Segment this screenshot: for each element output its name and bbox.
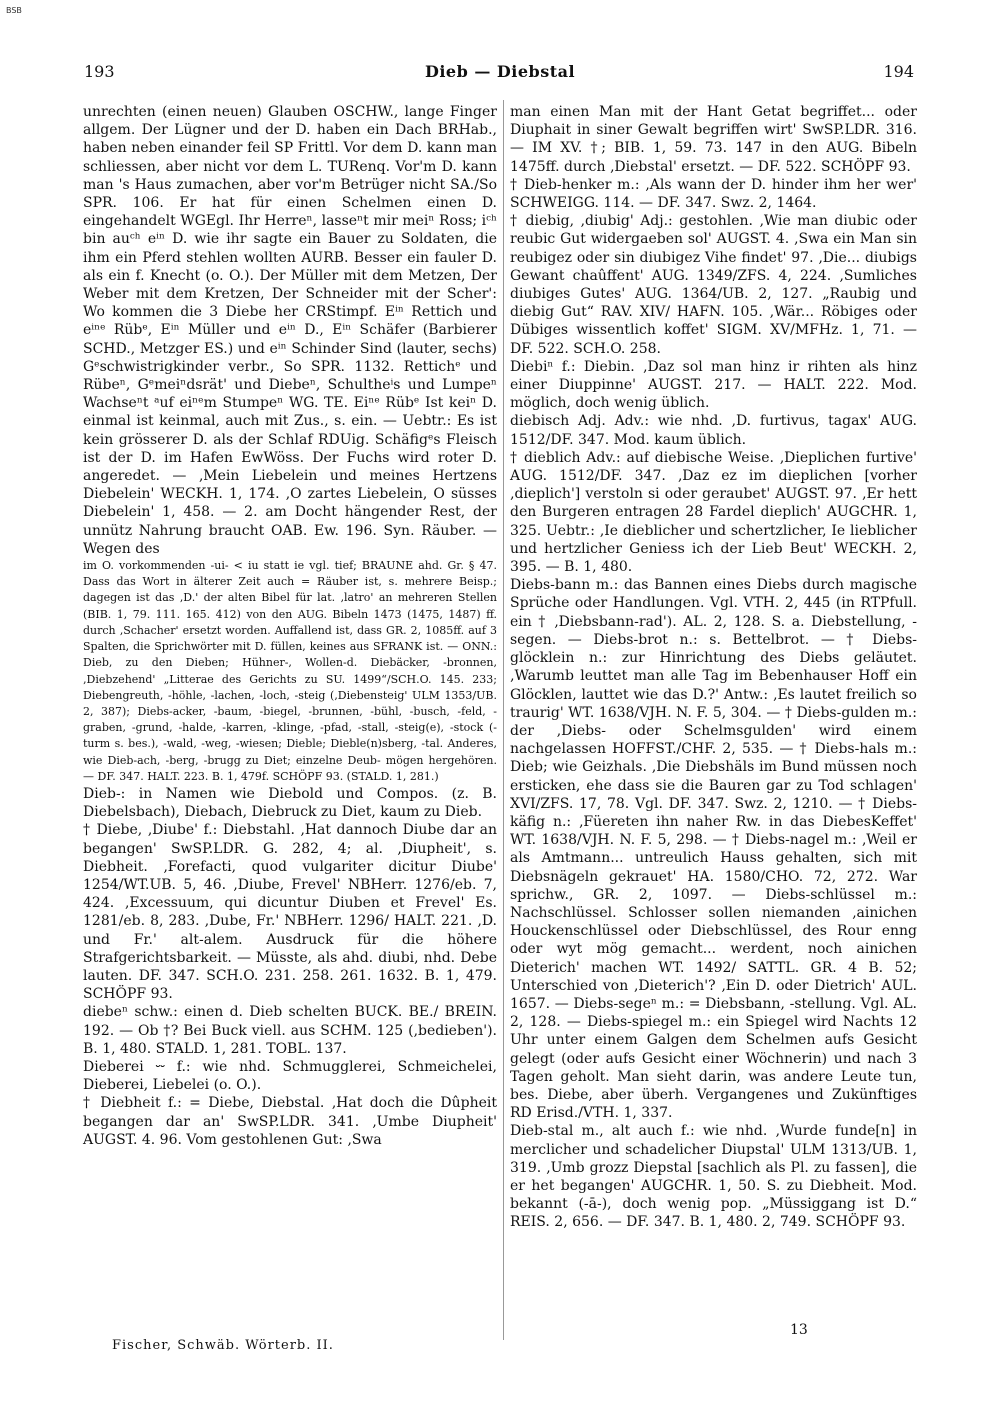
entry-paragraph: † diebig, ‚diubig' Adj.: gestohlen. ‚Wie man diubic oder reubic Gut widergaeben sol' AUGST. 4. ‚Swa ein Man sin reubigez oder sin diubigez Vihe findet' 97. ‚Die... diubigs Gewant chaûffent' AUG. 1349/ZFS. 4, 224. ‚Sumliches diubiges Gutes' AUG. 1364/UB. 2, 127. „Raubig und diebig Gut“ RAV. XIV/ HAFN. 105. ‚Wär... Röbiges oder Dübiges wissentlich koffet' SIGM. XV/MFHz. 1, 71. — DF. 522. SCH.O. 258. — [510, 213, 917, 357]
entry-paragraph: diebeⁿ schw.: einen d. Dieb schelten BUCK. BE./ BREIN. 192. — Ob †? Bei Buck viell. aus SCHM. 125 (‚bedieben'). B. 1, 480. STALD. 1, 281. TOBL. 137. — [83, 1004, 497, 1057]
entry-paragraph: † dieblich Adv.: auf diebische Weise. ‚Dieplichen furtive' AUG. 1512/DF. 347. ‚Daz ez im dieplichen [vorher ‚dieplich'] verstoln si oder geraubet' AUGST. 97. ‚Er hett den Burgeren entragen 28 Fardel dieplich' AUGCHR. 1, 325. Uebtr.: ‚Ie dieblicher und schertzlicher, Ie lieblicher und hertzlicher Geniess ich der Lieb Beut' WECKH. 2, 395. — B. 1, 480. — [510, 449, 917, 576]
entry-paragraph: † Diebheit f.: = Diebe, Diebstal. ‚Hat doch die Dûpheit begangen dar an' SwSP.LDR. 341. ‚Umbe Diupheit' AUGST. 4. 96. Vom gestohlenen Gut: ‚Swa — [83, 1095, 497, 1148]
right-column — [510, 103, 917, 1232]
entry-note: im O. vorkommenden -ui- < iu statt ie vgl. tief; BRAUNE ahd. Gr. § 47. Dass das Wort in älterer Zeit auch = Räuber ist, s. mehrere Beisp.; dagegen ist das ‚D.' der alten Bibel für lat. ‚latro' an mehreren Stellen (BIB. 1, 79. 111. 165. 412) von den AUG. Bibeln 1473 (1475, 1487) ff. durch ‚Schacher' ersetzt worden. Auffallend ist, dass GR. 2, 1085ff. auf 3 Spalten, die Sprichwörter mit D. füllen, keines aus SFRANK ist. — ONN.: Dieb, zu den Dieben; Hühner-, Wollen-d. Diebäcker, -bronnen, ‚Diebzehend' „Litterae des Gerichts zu SU. 1499“/SCH.O. 145. 233; Diebengreuth, -höhle, -lachen, -loch, -steig (‚Diebensteig' ULM 1353/UB. 2, 387); Diebs-acker, -baum, -biegel, -brunnen, -bühl, -busch, -feld, -graben, -grund, -halde, -karren, -klinge, -pfad, -stall, -steig(e), -stock (-turm s. bes.), -wald, -weg, -wiesen; Dieble; Dieble(n)sberg, -tal. Anderes, wie Dieb-ach, -berg, -brugg zu Diet; einzelne Deub- mögen hergehören. — DF. 347. HALT. 223. B. 1, 479f. SCHÖPF 93. (STALD. 1, 281.) — [83, 559, 497, 783]
left-column — [83, 103, 497, 1149]
entry-paragraph: † Dieb-henker m.: ‚Als wann der D. hinder ihm her wer' SCHWEIGG. 114. — DF. 347. Swz. 2, 1464. — [510, 176, 917, 212]
entry-paragraph: man einen Man mit der Hant Getat begriffet... oder Diuphait in siner Gewalt begriffen wirt' SwSP.LDR. 316. — IM XV. †; BIB. 1, 59. 73. 147 in den AUG. Bibeln 1475ff. durch ‚Diebstal' ersetzt. — DF. 522. SCHÖPF 93. — [510, 104, 917, 175]
left-page-number: 193 — [84, 62, 115, 81]
entry-paragraph: Dieberei ⏑⏑ f.: wie nhd. Schmugglerei, Schmeichelei, Dieberei, Liebelei (o. O.). — [83, 1058, 497, 1094]
entry-paragraph: diebisch Adj. Adv.: wie nhd. ‚D. furtivus, tagax' AUG. 1512/DF. 347. Mod. kaum üblich. — [510, 413, 917, 448]
entry-paragraph: Diebs-bann m.: das Bannen eines Diebs durch magische Sprüche oder Handlungen. Vgl. VTH. 2, 445 (in RTPfull. ein † ‚Diebsbann-rad'). AL. 2, 128. S. a. Diebstellung, -segen. — Diebs-brot n.: s. Bettelbrot. — † Diebs-glöcklein n.: zur Hinrichtung des Diebs geläutet. ‚Warumb leuttet man alle Tag im Bebenhauser Hoff ein Glöcklen, lauttet wie das D.?' Antw.: ‚Es lautet freilich so traurig' WT. 1638/VJH. N. F. 5, 304. — † Diebs-gulden m.: der ‚Diebs- oder Schelmsgulden' wird einem nachgelassen HOFFST./CHF. 2, 535. — † Diebs-hals m.: Dieb; wie Geizhals. ‚Die Diebshäls im Bund müssen noch ersticken, ehe dass sie die Bauren gar zu Tod schlagen' XVI/ZFS. 17, 78. Vgl. DF. 347. Swz. 2, 1210. — † Diebs-käfig n.: ‚Füereten ihn naher Rw. in das DiebesKeffet' WT. 1638/VJH. N. F. 5, 298. — † Diebs-nagel m.: ‚Weil er als Amtmann... untreulich Hauss gehalten, sich mit Diebsnägeln gekrauet' HA. 1580/CHO. 72, 272. War sprichw., GR. 2, 1097. — Diebs-schlüssel m.: Nachschlüssel. Schlosser sollen niemanden ‚ainichen Houckenschlüssel oder Diebschlüssel, des Rour enng oder wyt mög gemacht... werdent, noch ainichen Dieterich' machen WT. 1492/ SATTL. GR. 4 B. 52; Unterschied von ‚Dieterich'? ‚Ein D. oder Dietrich' AUL. 1657. — Diebs-segeⁿ m.: = Diebsbann, -stellung. Vgl. AL. 2, 128. — Diebs-spiegel m.: ein Spiegel wird Nachts 12 Uhr unter einem Galgen dem Schelmen aufs Gesicht gelegt (oder aufs Gesicht einer Wöchnerin) und nach 3 Tagen geholt. Man sieht darin, was andere Leute tun, bes. Diebe, aber überh. Vergangenes und Zukünftiges RD Erisd./VTH. 1, 337. — [510, 577, 917, 1122]
entry-paragraph: Dieb-stal m., alt auch f.: wie nhd. ‚Wurde funde[n] in merclicher und schadelicher Diupstal' ULM 1313/UB. 1, 319. ‚Umb grozz Diepstal [sachlich als Pl. zu fassen], die er het begangen' AUGCHR. 1, 50. S. zu Diebheit. Mod. bekannt (-ā-), doch wenig pop. „Müssiggang ist D.“ REIS. 2, 656. — DF. 347. B. 1, 480. 2, 749. SCHÖPF 93. — [510, 1123, 917, 1231]
running-title: Dieb — Diebstal — [424, 62, 576, 81]
right-page-number: 194 — [883, 62, 914, 81]
entry-paragraph: Dieb-: in Namen wie Diebold und Compos. (z. B. Diebelsbach), Diebach, Diebruck zu Diet, kaum zu Dieb. — [83, 785, 497, 821]
entry-paragraph: unrechten (einen neuen) Glauben OSCHW., lange Finger allgem. Der Lügner und der D. haben ein Dach BRHab., haben neben einander feil SP Frittl. Vor dem D. kann man schliessen, aber nicht vor dem L. TURenq. Vor'm D. kann man 's Haus zumachen, aber vor'm Betrüger nicht SA./So SPR. 106. Er hat für einen Schelmen einen D. eingehandelt WGEgl. Ihr Herreⁿ, lasseⁿt mir meiⁿ Ross; iᶜʰ bin auᶜʰ eⁱⁿ D. wie ihr sagte ein Bauer zu Soldaten, die ihm ein Pferd stehlen wollten AURB. Besser ein fauler D. als ein f. Knecht (o. O.). Der Müller mit dem Metzen, Der Weber mit dem Kretzen, Der Schneider mit der Scher': Wo kommen die 3 Diebe her CRStimpf. Eⁱⁿ Rettich und eⁱⁿᵉ Rübᵉ, Eⁱⁿ Müller und eⁱⁿ D., Eⁱⁿ Schäfer (Barbierer SCHD., Metzger ES.) und eⁱⁿ Schinder Sind (lauter, sechs) Gᵉschwistrigkinder verbr., So SPR. 1132. Rettichᵉ und Rübeⁿ, Gᵉmeiⁿdsrät' und Diebeⁿ, Schultheⁱs und Lumpeⁿ Wachseⁿt ᵃuf eiⁿᵉm Stumpeⁿ WG. TE. Eiⁿᵉ Rübᵉ Ist keiⁿ D. einmal ist keinmal, auch mit Zus., s. ein. — Uebtr.: Es ist kein grösserer D. als der Schlaf RDUig. Schäfigᵉs Fleisch ist der D. im Hafen EwWöss. Der Fuchs wird roter D. angeredet. — ‚Mein Liebelein und meines Hertzens Diebelein' WECKH. 1, 174. ‚O zartes Liebelein, O süsses Diebelein' 1, 458. — 2. am Docht hängender Rest, der unnütz Nahrung braucht OAB. Ew. 196. Syn. Räuber. — Wegen des — [83, 104, 497, 557]
library-mark: BSB — [6, 6, 22, 15]
column-divider — [503, 100, 504, 1340]
footer-source: Fischer, Schwäb. Wörterb. II. — [112, 1338, 334, 1353]
entry-paragraph: † Diebe, ‚Diube' f.: Diebstahl. ‚Hat dannoch Diube dar an begangen' SwSP.LDR. G. 282, 4; al. ‚Diupheit', s. Diebheit. ‚Forefacti, quod vulgariter dicitur Diube' 1254/WT.UB. 5, 46. ‚Diube, Frevel' NBHerr. 1276/eb. 7, 424. ‚Excessuum, qui dicuntur Diuben et Frevel' Es. 1281/eb. 8, 283. ‚Dube, Fr.' NBHerr. 1296/ HALT. 221. ‚D. und Fr.' alt-alem. Ausdruck für die höhere Strafgerichtsbarkeit. — Müsste, als ahd. diubi, nhd. Debe lauten. DF. 347. SCH.O. 231. 258. 261. 1632. B. 1, 479. SCHÖPF 93. — [83, 822, 497, 1003]
entry-paragraph: Diebiⁿ f.: Diebin. ‚Daz sol man hinz ir rihten als hinz einer Diuppinne' AUGST. 217. — HALT. 222. Mod. möglich, doch wenig üblich. — [510, 358, 917, 412]
signature-number: 13 — [790, 1322, 808, 1338]
